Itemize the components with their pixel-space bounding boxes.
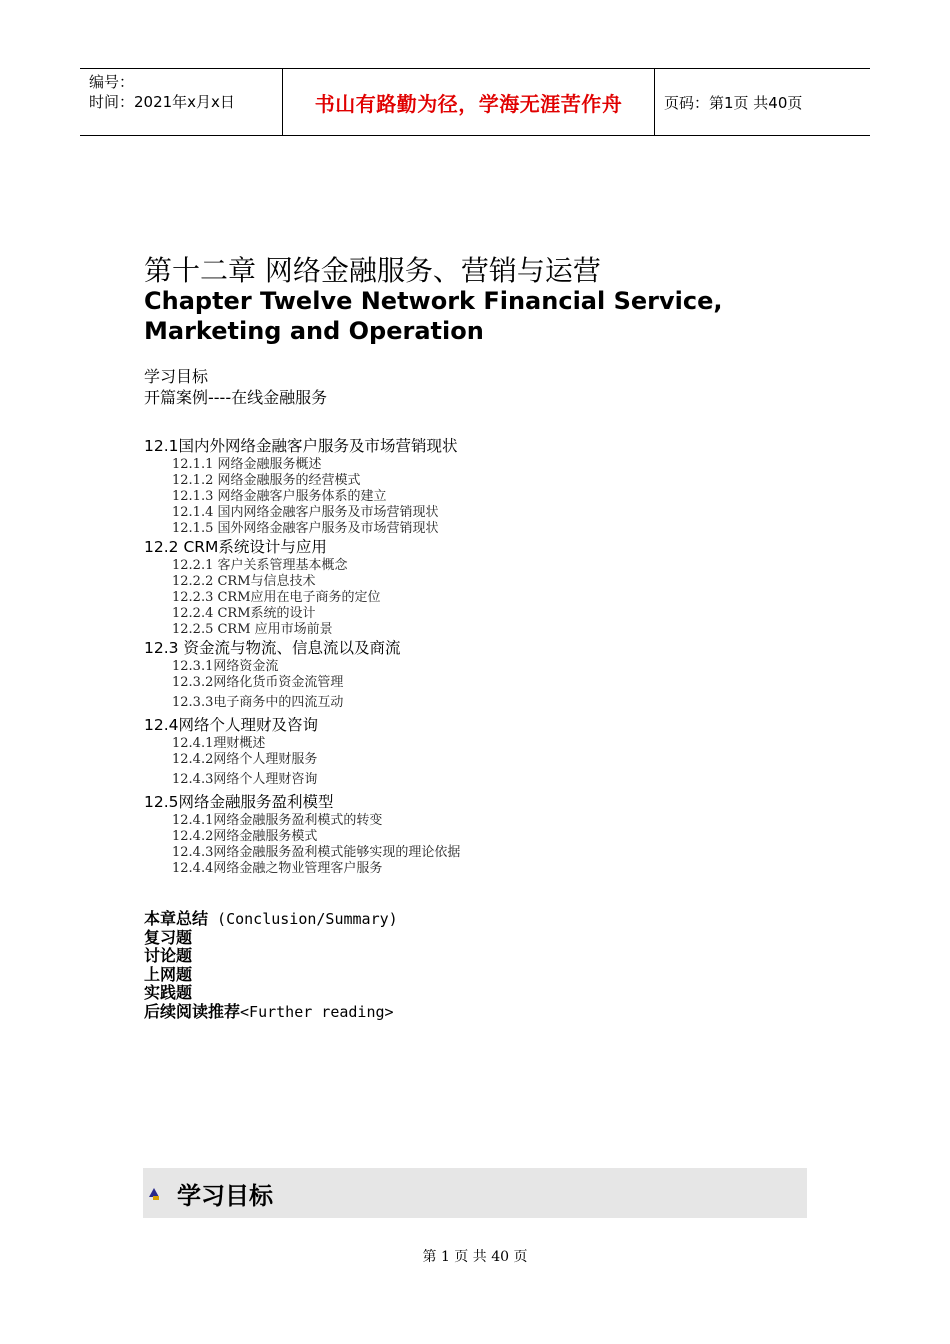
toc-sub-item: 12.1.1 网络金融服务概述: [172, 457, 322, 472]
toc-sub-item: 12.2.3 CRM应用在电子商务的定位: [172, 590, 381, 605]
intro-opening-case: 开篇案例----在线金融服务: [144, 388, 328, 407]
toc-sub-item: 12.3.1网络资金流: [172, 659, 279, 674]
summary-entry: [144, 910, 398, 929]
discussion-entry: 讨论题: [144, 946, 193, 965]
toc-sub-item: 12.1.3 网络金融客户服务体系的建立: [172, 489, 387, 504]
page-header: [80, 68, 870, 136]
header-motto: 书山有路勤为径，学海无涯苦作舟: [282, 69, 655, 135]
toc-section-title: 12.4网络个人理财及咨询: [144, 716, 319, 734]
doc-code-label: 编号：: [89, 73, 135, 91]
summary-label: 本章总结: [144, 909, 209, 928]
section-heading: 学习目标: [177, 1181, 273, 1210]
toc-sub-item: 12.4.2网络金融服务模式: [172, 829, 318, 844]
toc-sub-item: 12.1.4 国内网络金融客户服务及市场营销现状: [172, 505, 439, 520]
doc-time-label: 时间：2021年x月x日: [89, 93, 235, 111]
table-of-contents: [144, 436, 844, 877]
further-reading-label: 后续阅读推荐: [144, 1001, 241, 1021]
toc-sub-list: [144, 736, 844, 788]
further-reading-label-en: <Further reading>: [240, 1002, 394, 1021]
toc-sub-list: [144, 813, 844, 877]
chapter-closing-list: [144, 910, 398, 1021]
online-entry: 上网题: [144, 964, 193, 984]
toc-sub-item: 12.3.3电子商务中的四流互动: [172, 695, 344, 710]
toc-sub-item: 12.1.5 国外网络金融客户服务及市场营销现状: [172, 521, 439, 536]
toc-section-title: 12.3 资金流与物流、信息流以及商流: [144, 639, 401, 657]
toc-section-title: 12.1国内外网络金融客户服务及市场营销现状: [144, 437, 458, 455]
further-reading-entry: [144, 1003, 398, 1022]
review-entry: 复习题: [144, 927, 193, 947]
toc-sub-item: 12.2.2 CRM与信息技术: [172, 574, 316, 589]
toc-sub-item: 12.3.2网络化货币资金流管理: [172, 675, 344, 690]
header-meta: [80, 69, 282, 135]
intro-list: [144, 366, 327, 408]
toc-sub-list: [144, 558, 844, 638]
header-pager: 页码：第1页 共40页: [664, 93, 803, 112]
toc-sub-item: 12.1.2 网络金融服务的经营模式: [172, 473, 361, 488]
bullet-icon: [146, 1186, 160, 1200]
toc-sub-list: [144, 659, 844, 711]
toc-sub-item: 12.2.1 客户关系管理基本概念: [172, 558, 348, 573]
toc-sub-item: 12.4.3网络个人理财咨询: [172, 772, 318, 787]
chapter-title-cn: 第十二章 网络金融服务、营销与运营: [144, 254, 601, 287]
toc-sub-item: 12.4.3网络金融服务盈利模式能够实现的理论依据: [172, 845, 461, 860]
toc-sub-item: 12.2.5 CRM 应用市场前景: [172, 622, 333, 637]
toc-sub-item: 12.4.1理财概述: [172, 736, 266, 751]
intro-objectives: 学习目标: [144, 367, 209, 386]
summary-label-en: (Conclusion/Summary): [208, 910, 398, 928]
practice-entry: 实践题: [144, 983, 193, 1002]
toc-sub-item: 12.2.4 CRM系统的设计: [172, 606, 316, 621]
toc-sub-item: 12.4.2网络个人理财服务: [172, 752, 318, 767]
toc-sub-item: 12.4.4网络金融之物业管理客户服务: [172, 861, 383, 876]
page-footer: 第 1 页 共 40 页: [422, 1249, 528, 1265]
toc-section-title: 12.5网络金融服务盈利模型: [144, 793, 334, 811]
chapter-title-en: Chapter Twelve Network Financial Service, Marketing and Operation: [144, 287, 723, 345]
section-heading-band: [143, 1168, 807, 1218]
toc-section-title: 12.2 CRM系统设计与应用: [144, 538, 327, 556]
toc-sub-item: 12.4.1网络金融服务盈利模式的转变: [172, 813, 383, 828]
toc-sub-list: [144, 457, 844, 537]
